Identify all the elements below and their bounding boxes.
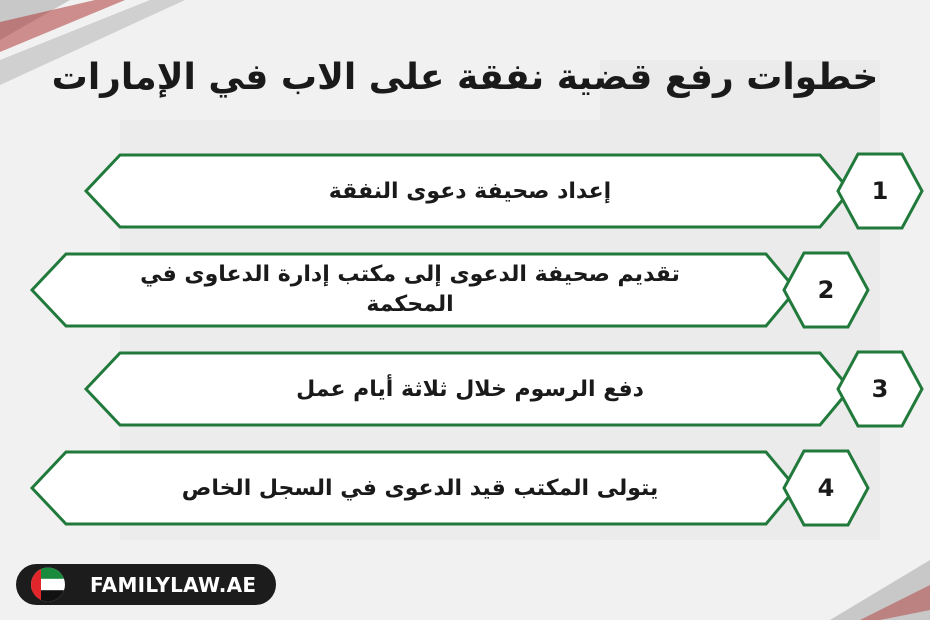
step-3-number: 3	[871, 375, 889, 403]
step-1-number: 1	[871, 177, 889, 205]
step-4-number: 4	[817, 474, 835, 502]
uae-flag-icon	[31, 568, 65, 602]
step-2-number: 2	[817, 276, 835, 304]
step-1-text: إعداد صحيفة دعوى النفقة	[328, 178, 612, 204]
step-2-text: تقديم صحيفة الدعوى إلى مكتب إدارة الدعاوى في المحكمة	[140, 262, 680, 317]
step-3-text: دفع الرسوم خلال ثلاثة أيام عمل	[296, 376, 644, 402]
brand-name: FAMILYLAW.AE	[90, 573, 257, 597]
page-title: خطوات رفع قضية نفقة على الاب في الإمارات	[51, 57, 879, 98]
step-4-text: يتولى المكتب قيد الدعوى في السجل الخاص	[181, 475, 659, 501]
